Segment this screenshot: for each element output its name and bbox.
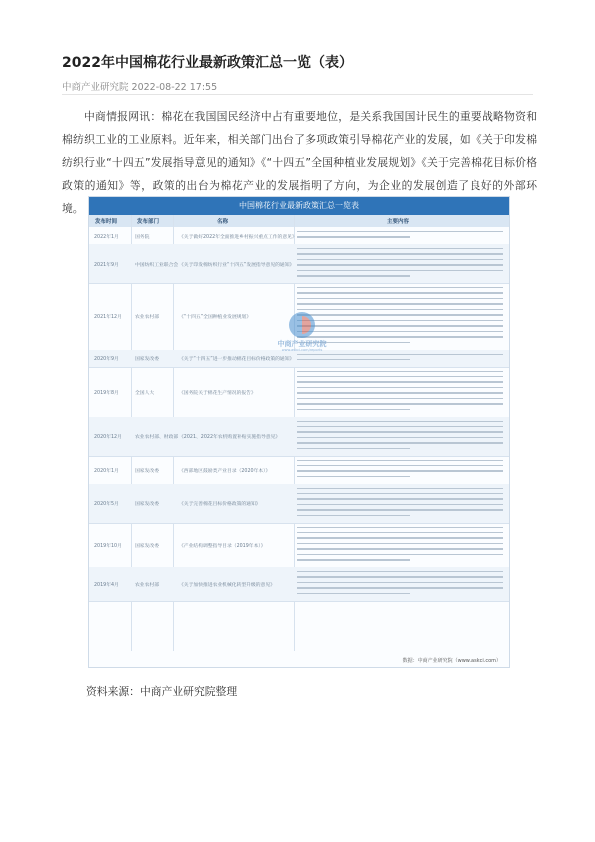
content-line (297, 537, 503, 538)
watermark-text: 中商产业研究院 (277, 340, 327, 348)
row-dept: 农业农村部 (135, 315, 159, 321)
row-dept: 农业农村部、财政部 (135, 435, 179, 440)
watermark-url: www.askci.com/reports (281, 348, 323, 352)
col-name: 名称 (217, 219, 229, 225)
content-line (297, 554, 503, 555)
content-line (297, 460, 503, 461)
content-line (297, 381, 503, 382)
content-line (297, 253, 503, 254)
row-dept: 国家发改委 (135, 502, 159, 507)
content-line (297, 303, 503, 304)
content-line (297, 392, 503, 393)
content-line (297, 465, 503, 466)
row-date: 2022年1月 (94, 234, 119, 240)
row-date: 2020年12月 (94, 435, 122, 440)
row-name: 《西部地区鼓励类产业目录（2020年本）》 (179, 468, 271, 474)
content-line (297, 509, 503, 510)
content-line (297, 543, 503, 544)
content-line (297, 403, 503, 404)
content-line (297, 504, 503, 505)
content-line (297, 437, 503, 438)
content-line (297, 576, 503, 577)
content-line (297, 476, 410, 477)
policy-table-image (88, 196, 510, 668)
row-date: 2020年1月 (94, 468, 119, 474)
row-dept: 国务院 (135, 234, 150, 240)
watermark-logo-icon (289, 312, 315, 338)
row-date: 2020年5月 (94, 502, 119, 507)
row-dept: 国家发改委 (135, 357, 159, 362)
table-row (89, 484, 509, 524)
row-content-lines (297, 354, 503, 365)
content-line (297, 236, 410, 237)
row-content-lines (297, 248, 503, 281)
row-dept: 国家发改委 (135, 468, 159, 474)
content-line (297, 359, 410, 360)
table-banner: 中国棉花行业最新政策汇总一览表 (89, 197, 509, 215)
table-row (89, 523, 509, 569)
watermark (267, 312, 337, 352)
content-line (297, 264, 503, 265)
row-name: 《2021、2022年农机购置补贴实施指导意见》 (179, 435, 281, 440)
content-line (297, 470, 503, 471)
content-line (297, 354, 503, 355)
content-line (297, 371, 503, 372)
row-dept: 中国纺织工业联合会 (135, 262, 179, 268)
col-dept: 发布部门 (137, 219, 160, 225)
row-dept: 农业农村部 (135, 582, 159, 588)
col-date: 发布时间 (95, 219, 118, 225)
content-line (297, 593, 410, 594)
row-date: 2019年4月 (94, 582, 119, 588)
content-line (297, 231, 503, 232)
row-dept: 全国人大 (135, 390, 155, 396)
content-line (297, 309, 503, 310)
table-row (89, 417, 509, 457)
article-title: 2022年中国棉花行业最新政策汇总一览（表） (62, 55, 353, 71)
table-row (89, 350, 509, 368)
content-line (297, 582, 503, 583)
content-line (297, 287, 503, 288)
row-name: 《关于做好2022年全面推进乡村振兴重点工作的意见》 (179, 234, 297, 240)
row-content-lines (297, 571, 503, 598)
content-line (297, 275, 410, 276)
content-line (297, 387, 503, 388)
content-line (297, 527, 503, 528)
row-dept: 国家发改委 (135, 543, 159, 549)
source-note: 资料来源：中商产业研究院整理 (86, 685, 238, 698)
row-name: 《关于“十四五”进一步推动棉花目标价格政策的通知》 (179, 357, 295, 362)
article-intro: 中商情报网讯：棉花在我国国民经济中占有重要地位，是关系我国国计民生的重要战略物资和棉纺织工业的工业原料。近年来，相关部门出台了多项政策引导棉花产业的发展，如《关于印发棉纺织行业“十四五”发展指导意见的通知》《“十四五”全国种植业发展规划》《关于完善棉花目标价格政策的通知》等，政策的出台为棉花产业的发展指明了方向，为企业的发展创造了良好的外部环境。 (62, 110, 537, 215)
content-line (297, 448, 410, 449)
content-line (297, 493, 503, 494)
row-content-lines (297, 460, 503, 482)
content-line (297, 292, 503, 293)
content-line (297, 532, 503, 533)
row-date: 2021年12月 (94, 315, 122, 321)
content-line (297, 426, 503, 427)
row-date: 2021年9月 (94, 262, 119, 268)
content-line (297, 559, 410, 560)
row-date: 2019年8月 (94, 390, 119, 396)
row-name: 《“十四五”全国种植业发展规划》 (179, 315, 252, 321)
content-line (297, 376, 503, 377)
content-line (297, 515, 410, 516)
content-line (297, 548, 503, 549)
table-column-headers (89, 215, 509, 227)
content-line (297, 409, 410, 410)
row-name: 《关于加快推进农业机械化转型升级的意见》 (179, 582, 275, 588)
article-meta: 中商产业研究院 2022-08-22 17:55 (62, 82, 218, 93)
table-row (89, 244, 509, 284)
content-line (297, 431, 503, 432)
content-line (297, 498, 503, 499)
content-line (297, 248, 503, 249)
row-content-lines (297, 488, 503, 521)
row-name: 《关于印发棉纺织行业“十四五”发展指导意见的通知》 (179, 262, 295, 268)
row-name: 《产业结构调整指导目录（2019年本）》 (179, 543, 266, 549)
row-content-lines (297, 371, 503, 415)
table-row (89, 367, 509, 418)
content-line (297, 298, 503, 299)
content-line (297, 587, 503, 588)
divider (62, 94, 533, 95)
row-content-lines (297, 231, 503, 242)
row-content-lines (297, 527, 503, 565)
row-name: 《国务院关于棉花生产情况的报告》 (179, 390, 256, 396)
content-line (297, 421, 503, 422)
row-content-lines (297, 421, 503, 454)
table-row (89, 227, 509, 245)
content-line (297, 442, 503, 443)
content-line (297, 398, 503, 399)
content-line (297, 488, 503, 489)
content-line (297, 270, 503, 271)
table-footer: 数据：中商产业研究院（www.askci.com） (402, 658, 501, 664)
table-row (89, 567, 509, 602)
col-content: 主要内容 (387, 219, 410, 225)
row-date: 2019年10月 (94, 543, 122, 549)
content-line (297, 571, 503, 572)
table-row (89, 456, 509, 485)
row-date: 2020年9月 (94, 357, 119, 362)
content-line (297, 259, 503, 260)
row-name: 《关于完善棉花目标价格政策的通知》 (179, 502, 261, 507)
